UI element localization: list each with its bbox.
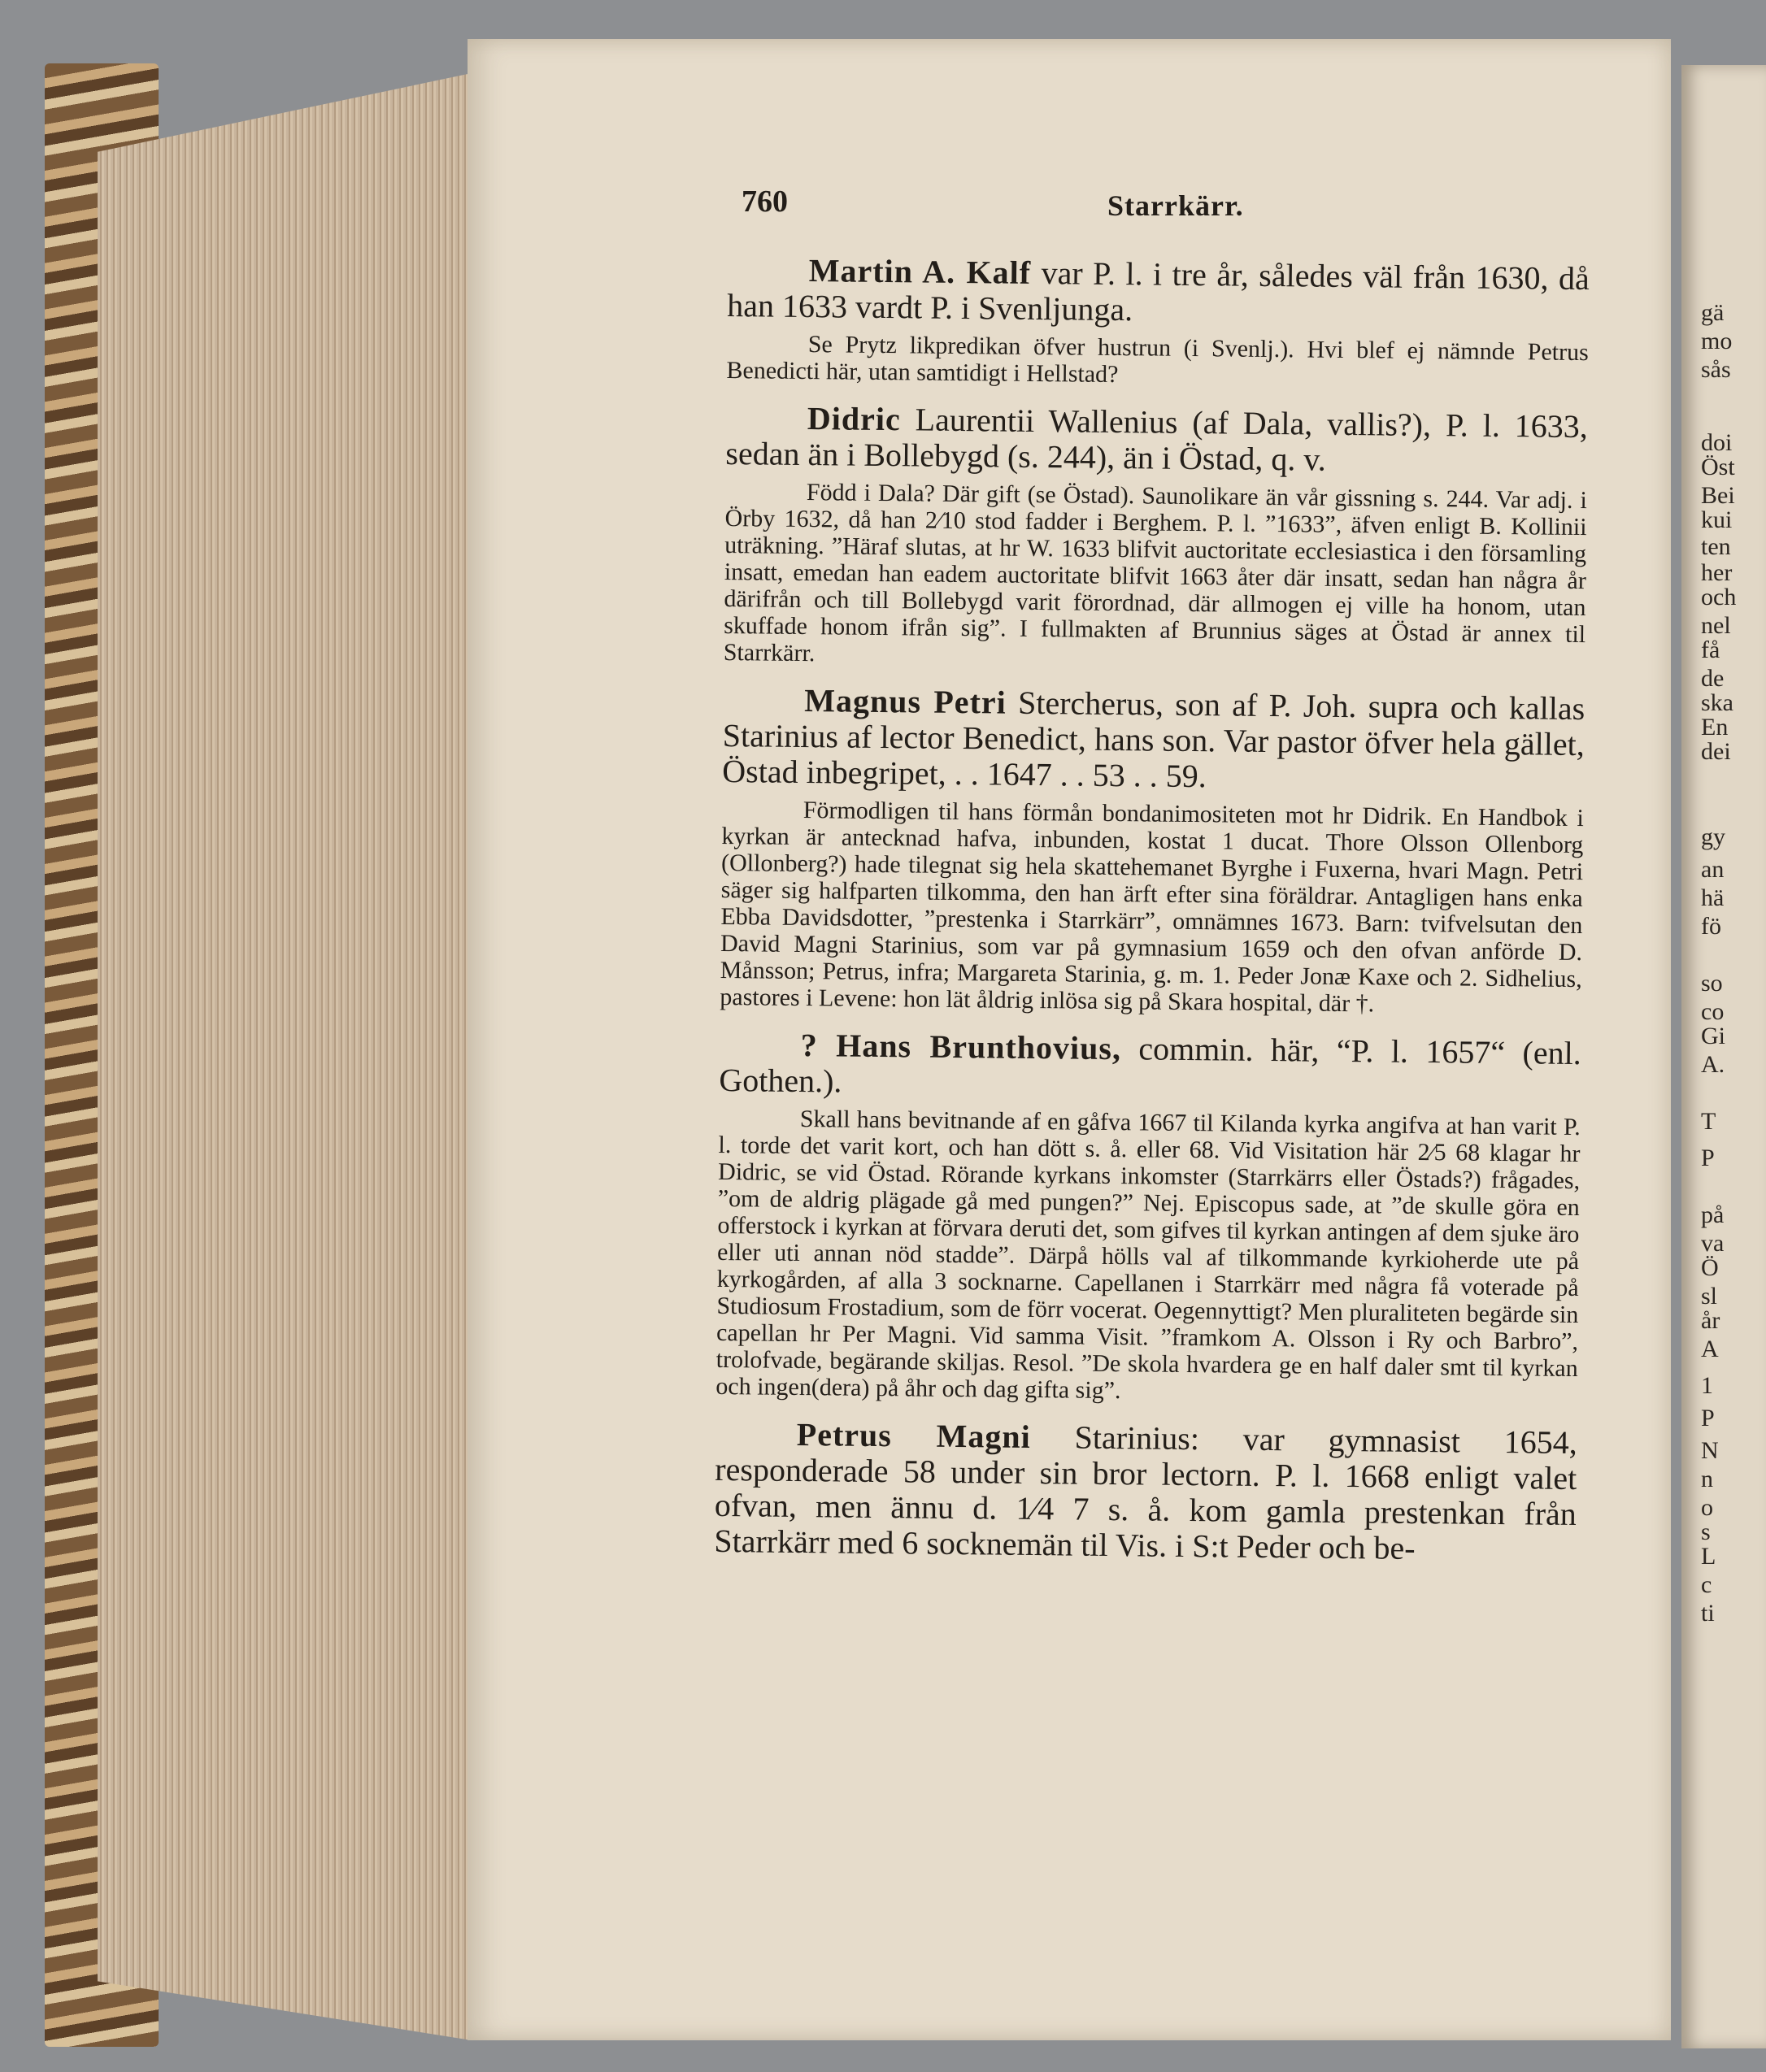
next-page-fragment: her	[1701, 559, 1733, 586]
next-page-fragment: doi	[1701, 429, 1733, 456]
entry-note: Förmodligen til hans förmån bondanimositeten mot hr Didrik. En Handbok i kyrkan är antecknad hafva, inbunden, kostat 1 ducat. Thore Olsson Ollenborg (Ollonberg?) hade tilegnat sig hela skattehemanet Byrghe i Fuxerna, hvari Magn. Petri säger sig halfparten tilkomma, den han ärft efter sina föräldrar. Antagligen hans enka Ebba Davidsdotter, ”prestenka i Starrkärr”, omnämnes 1673. Barn: tvifvelsutan den David Magni Starinius, som var på gymnasium 1659 och den ofvan anförde D. Månsson; Petrus, infra; Margareta Starinia, g. m. 1. Peder Jonæ Kaxe och 2. Sidhelius, pastores i Levene: hon lät åldrig inlösa sig på Skara hospital, där †.	[720, 797, 1584, 1018]
next-page-fragment: ten	[1701, 533, 1731, 560]
next-page-fragment: nel	[1701, 612, 1731, 639]
entry-lead-text: Starinius: var gymnasist 1654, responderade 58 under sin bror lectorn. P. l. 1668 enligt valet ofvan, men ännu d. 1⁄4 7 s. å. kom gamla prestenkan från Starrkärr med 6 socknemän til Vis. i S:t Peder och be-	[714, 1418, 1577, 1566]
next-page-fragment: Öst	[1701, 454, 1735, 480]
next-page-fragment: 1	[1701, 1372, 1713, 1399]
next-page-fragment: va	[1701, 1230, 1725, 1257]
entry-lead	[722, 682, 1585, 798]
next-page-fragment: so	[1701, 970, 1723, 997]
next-page-fragment: hä	[1701, 884, 1725, 911]
next-page-fragment: år	[1701, 1307, 1720, 1334]
running-head	[742, 184, 1571, 224]
next-page-fragment: ti	[1701, 1600, 1715, 1627]
next-page-fragment: N	[1701, 1437, 1719, 1464]
entry-martin-kalf	[726, 252, 1590, 393]
entry-note: Skall hans bevitnande af en gåfva 1667 til Kilanda kyrka angifva at han varit P. l. torde det varit kort, och han dött s. å. eller 68. Vid Visitation här 2⁄5 68 klagar hr Didric, se vid Östad. Rörande kyrkans inkomster (Starrkärrs eller Östads?) frågades, ”om de aldrig plägade gå med pungen?” Nej. Episcopus sade, at ”de skulle göra en offerstock i kyrkan at förvara deruti det, som gifves til kyrkan antingen af dem sjuke äro eller uti annan nöd stadde”. Därpå hölls val af tilkommande kyrkioherde ute på kyrkogården, af alla 3 socknarne. Capellanen i Starrkärr med några få voterade på Studiosum Frostadium, som de förr vocerat. Oegennyttigt? Men pluraliteten begärde sin capellan hr Per Magni. Vid samma Visit. ”framkom A. Olsson i Ry och Barbro”, trolofvade, begärande skiljas. Resol. ”De skola hvardera ge en half daler smt til kyrkan och ingen(dera) på åhr och dag gifta sig”.	[716, 1105, 1581, 1405]
entry-note: Se Prytz likpredikan öfver hustrun (i Svenlj.). Hvi blef ej nämnde Petrus Benedicti här, utan samtidigt i Hellstad?	[726, 331, 1589, 389]
page-stack-edge	[98, 73, 472, 2040]
entry-lead	[714, 1416, 1577, 1568]
entry-name: Magnus Petri	[803, 682, 1007, 721]
entry-lead-text: Stercherus, son af P. Joh. supra och kallas Starinius af lector Benedict, hans son. Var pastor öfver hela gället, Östad inbegripet, . . 1647 . . 53 . . 59.	[722, 684, 1585, 795]
entry-lead-text: Laurentii Wallenius (af Dala, vallis?), P. l. 1633, sedan än i Bollebygd (s. 244), än i Östad, q. v.	[725, 401, 1589, 478]
next-page-fragment: n	[1701, 1466, 1713, 1492]
next-page-fragment: fö	[1701, 913, 1721, 940]
next-page-fragment: Bei	[1701, 482, 1735, 509]
entry-lead-text: var P. l. i tre år, således väl från 1630, då han 1633 vardt P. i Svenljunga.	[727, 254, 1590, 328]
next-page-fragment: A	[1701, 1336, 1719, 1362]
page-number: 760	[742, 185, 788, 219]
next-page-fragment: Gi	[1701, 1023, 1725, 1049]
next-page-fragment: de	[1701, 665, 1725, 692]
next-page-fragment: gä	[1701, 299, 1725, 326]
entry-lead	[727, 252, 1590, 332]
next-page-fragment: P	[1701, 1145, 1715, 1171]
next-page-fragment: mo	[1701, 328, 1733, 354]
entry-name: ? Hans Brunthovius,	[800, 1026, 1122, 1067]
entry-lead	[719, 1027, 1581, 1107]
next-page-fragment: c	[1701, 1571, 1712, 1598]
next-page-fragment: gy	[1701, 823, 1725, 850]
next-page-fragment: ska	[1701, 689, 1733, 716]
entry-didric-wallenius	[724, 400, 1588, 675]
entry-name: Petrus Magni	[796, 1415, 1032, 1455]
entry-note: Född i Dala? Där gift (se Östad). Saunolikare än vår gissning s. 244. Var adj. i Örby 1632, då han 2⁄10 stod fadder i Berghem. P. l. ”1633”, äfven enligt B. Kollinii uträkning. ”Häraf slutas, at hr W. 1633 blifvit auctoritate ecclesiastica i den församling insatt, emedan han eadem auctoritate blifvit 1663 åter där insatt, sedan han några år därifrån och till Bollebygd varit förordnad, där allmogen ej ville ha honom, utan skuffade honom ifrån sig”. I fullmakten af Brunnius säges at Östad är annex til Starrkärr.	[723, 479, 1588, 667]
entry-lead-text: commin. här, “P. l. 1657“ (enl. Gothen.).	[719, 1030, 1581, 1100]
next-page-fragment: an	[1701, 856, 1725, 883]
next-page-fragment: T	[1701, 1108, 1716, 1135]
next-page-fragment: s	[1701, 1518, 1711, 1545]
next-page-fragment: dei	[1701, 738, 1731, 765]
next-page-fragment: och	[1701, 584, 1737, 610]
entry-hans-brunthovius	[716, 1027, 1581, 1409]
entry-lead	[725, 400, 1588, 480]
entry-magnus-petri	[720, 682, 1585, 1019]
next-page-fragment: L	[1701, 1543, 1716, 1570]
next-page-fragment: co	[1701, 998, 1725, 1025]
next-page-fragment: få	[1701, 636, 1720, 663]
entry-petrus-magni	[714, 1416, 1577, 1568]
next-page-fragment: kui	[1701, 506, 1733, 533]
next-page-fragment: En	[1701, 714, 1729, 741]
entry-name: Martin A. Kalf	[808, 252, 1032, 291]
next-page-fragment: P	[1701, 1405, 1715, 1431]
next-page-fragment: sl	[1701, 1283, 1718, 1310]
next-page-fragment: Ö	[1701, 1254, 1719, 1281]
next-page-fragment: sås	[1701, 356, 1731, 383]
running-title: Starrkärr.	[1107, 189, 1244, 222]
next-page-fragment: o	[1701, 1494, 1713, 1521]
next-page-fragment: A.	[1701, 1051, 1725, 1078]
entry-name: Didric	[807, 400, 901, 438]
page-text	[714, 252, 1590, 1584]
next-page-edge	[1681, 65, 1766, 2048]
next-page-fragment: på	[1701, 1201, 1725, 1228]
